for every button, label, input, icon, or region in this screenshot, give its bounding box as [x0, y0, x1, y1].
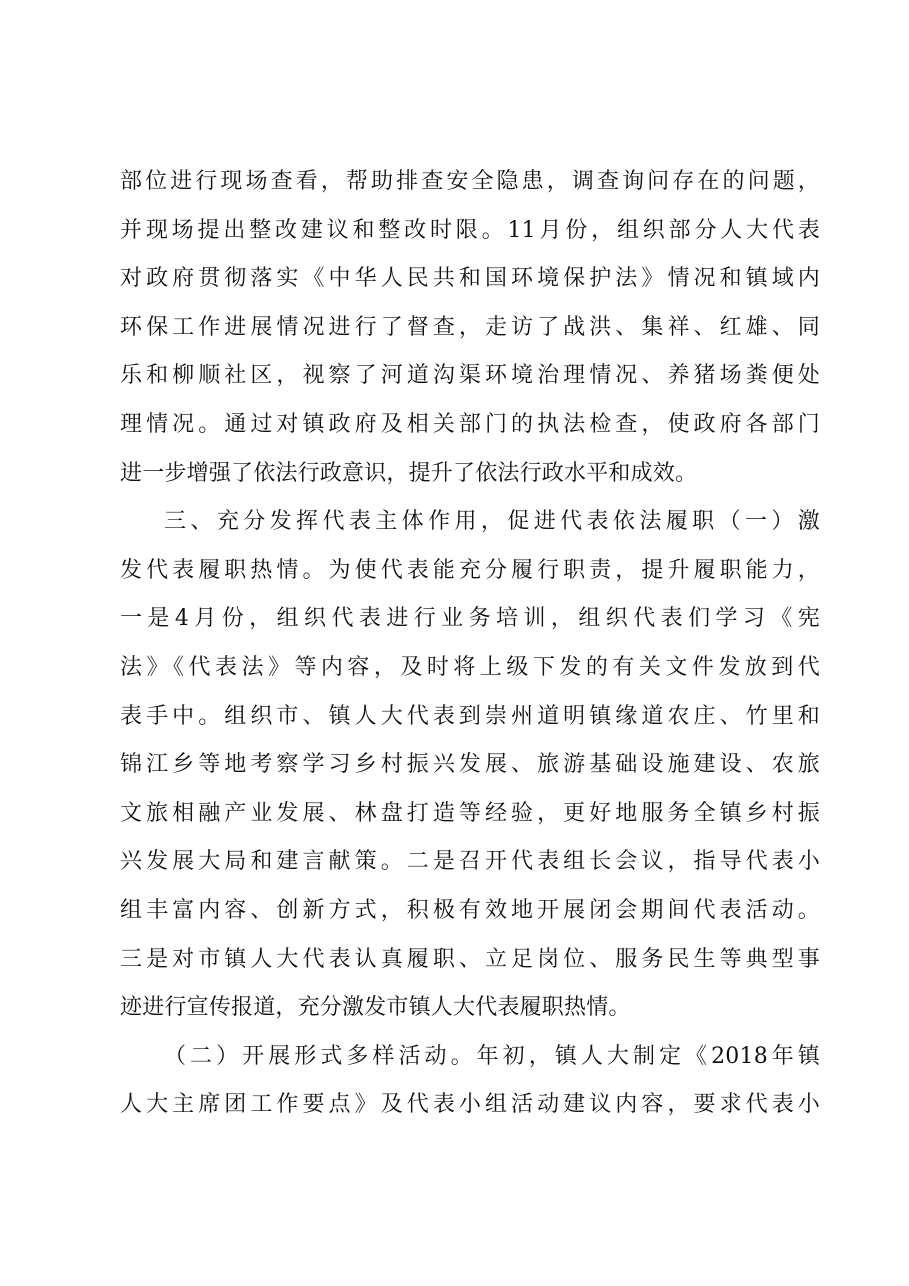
text-line: 并现场提出整改建议和整改时限。11月份，组织部分人大代表	[120, 217, 820, 243]
text-line: 法》《代表法》等内容，及时将上级下发的有关文件发放到代	[120, 654, 820, 680]
text-line: 部位进行现场查看，帮助排查安全隐患，调查询问存在的问题，	[120, 169, 820, 194]
body-text	[120, 158, 820, 1130]
text-line: 迹进行宣传报道，充分激发市镇人大代表履职热情。	[120, 995, 631, 1021]
text-line: 一是4月份，组织代表进行业务培训，组织代表们学习《宪	[120, 606, 820, 632]
text-line: 发代表履职热情。为使代表能充分履行职责，提升履职能力，	[120, 557, 820, 583]
text-line: 对政府贯彻落实《中华人民共和国环境保护法》情况和镇域内	[120, 266, 820, 292]
text-line: 锦江乡等地考察学习乡村振兴发展、旅游基础设施建设、农旅	[120, 752, 820, 778]
text-line: 乐和柳顺社区，视察了河道沟渠环境治理情况、养猪场粪便处	[120, 363, 820, 389]
text-line: 组丰富内容、创新方式，积极有效地开展闭会期间代表活动。	[120, 897, 820, 923]
paragraph-start-line: （二）开展形式多样活动。年初，镇人大制定《2018年镇	[164, 1043, 820, 1069]
text-line: 环保工作进展情况进行了督查，走访了战洪、集祥、红雄、同	[120, 314, 820, 340]
text-line: 三是对市镇人大代表认真履职、立足岗位、服务民生等典型事	[120, 946, 820, 972]
text-line: 文旅相融产业发展、林盘打造等经验，更好地服务全镇乡村振	[120, 800, 820, 826]
paragraph-start-line: 三、充分发挥代表主体作用，促进代表依法履职（一）激	[164, 509, 820, 535]
text-line: 兴发展大局和建言献策。二是召开代表组长会议，指导代表小	[120, 849, 820, 875]
text-line: 理情况。通过对镇政府及相关部门的执法检查，使政府各部门	[120, 411, 820, 437]
text-line: 人大主席团工作要点》及代表小组活动建议内容，要求代表小	[120, 1092, 820, 1118]
text-line: 进一步增强了依法行政意识，提升了依法行政水平和成效。	[120, 460, 698, 486]
text-line: 表手中。组织市、镇人大代表到崇州道明镇缘道农庄、竹里和	[120, 703, 820, 729]
